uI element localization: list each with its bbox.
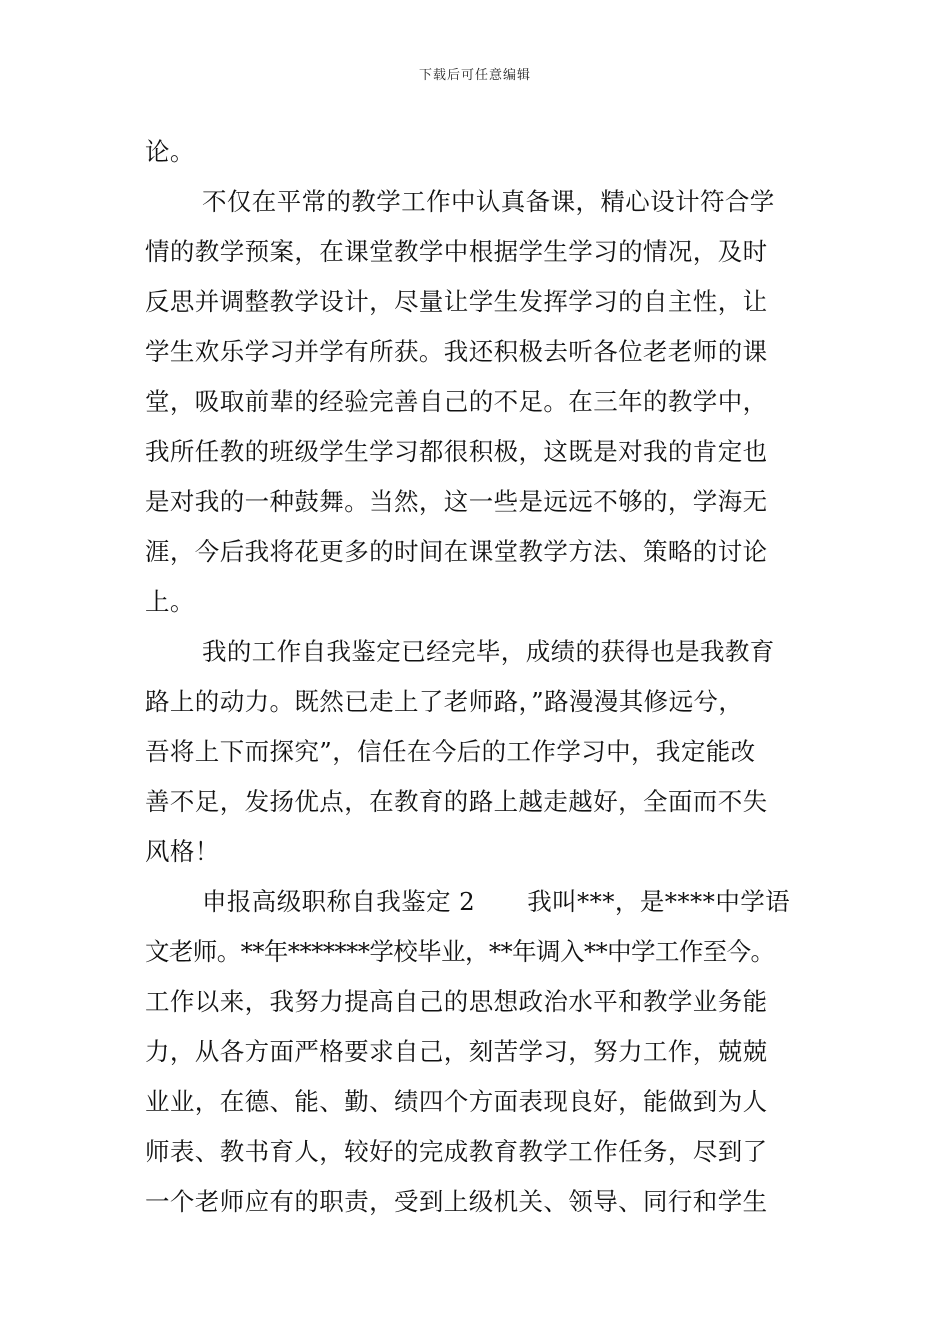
- text-line: 吾将上下而探究”，信任在今后的工作学习中，我定能改: [145, 737, 756, 766]
- text-line: 学生欢乐学习并学有所获。我还积极去听各位老老师的课: [145, 337, 768, 366]
- paragraph-start-line: 我的工作自我鉴定已经完毕，成绩的获得也是我教育: [202, 637, 775, 666]
- text-line: 是对我的一种鼓舞。当然，这一些是远远不够的，学海无: [145, 487, 768, 516]
- text-line: 力，从各方面严格要求自己，刻苦学习，努力工作，兢兢: [145, 1037, 768, 1066]
- page-header: 下载后可任意编辑: [418, 68, 531, 83]
- text-line: 文老师。**年*******学校毕业，**年调入**中学工作至今。: [145, 937, 775, 966]
- text-line: 一个老师应有的职责，受到上级机关、领导、同行和学生: [145, 1187, 768, 1216]
- section-heading: 申报高级职称自我鉴定 2: [202, 887, 476, 916]
- text-line: 论。: [145, 137, 195, 166]
- text-line: 业业，在德、能、勤、绩四个方面表现良好，能做到为人: [145, 1087, 768, 1116]
- section-text: 我叫***，是****中学语: [527, 887, 791, 916]
- document-body: [145, 127, 815, 1227]
- text-line: 情的教学预案，在课堂教学中根据学生学习的情况，及时: [145, 237, 768, 266]
- text-line: 路上的动力。既然已走上了老师路，”路漫漫其修远兮，: [145, 687, 744, 716]
- text-line: 善不足，发扬优点，在教育的路上越走越好，全面而不失: [145, 787, 768, 816]
- text-line: 师表、教书育人，较好的完成教育教学工作任务，尽到了: [145, 1137, 768, 1166]
- text-line: 风格！: [145, 837, 220, 866]
- section-heading-line: [145, 877, 815, 927]
- paragraph-start-line: 不仅在平常的教学工作中认真备课，精心设计符合学: [202, 187, 775, 216]
- text-line: 我所任教的班级学生学习都很积极，这既是对我的肯定也: [145, 437, 768, 466]
- text-line: 工作以来，我努力提高自己的思想政治水平和教学业务能: [145, 987, 768, 1016]
- text-line: 涯，今后我将花更多的时间在课堂教学方法、策略的讨论: [145, 537, 768, 566]
- text-line: 上。: [145, 587, 195, 616]
- text-line: 反思并调整教学设计，尽量让学生发挥学习的自主性，让: [145, 287, 768, 316]
- text-line: 堂，吸取前辈的经验完善自己的不足。在三年的教学中，: [145, 387, 768, 416]
